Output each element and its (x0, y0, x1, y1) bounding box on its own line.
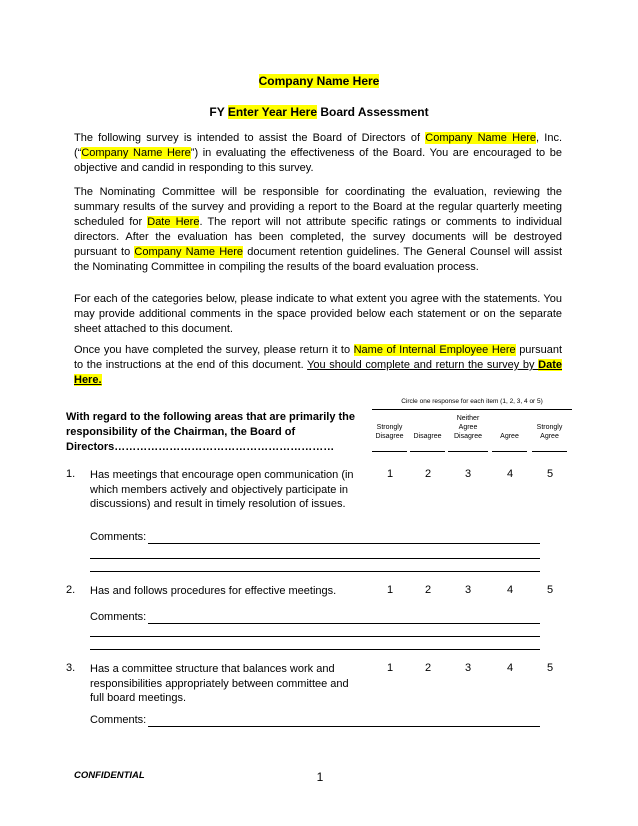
rating-option[interactable]: 2 (424, 468, 432, 480)
comments-label: Comments: (90, 531, 147, 543)
rating-option[interactable]: 3 (464, 468, 472, 480)
comment-line[interactable] (90, 571, 540, 572)
column-strongly-agree: Strongly Agree (536, 424, 563, 440)
intro-paragraph-2: The Nominating Committee will be responsible for coordinating the evaluation, reviewing the summary results of the survey and providing a report to the Board at the regular quarterly meeting scheduled for Date Here. The report will not attribute specific ratings or comments to individual directors. After the evaluation has been completed, the survey documents will be destroyed pursuant to Company Name Here document retention guidelines. The General Counsel will assist the Nominating Committee in compiling the results of the board evaluation process. (74, 186, 563, 273)
question-text: Has meetings that encourage open communication (in which members actively and objectively participate in discussions) and result in timely resolution of issues. (90, 469, 354, 510)
intro-paragraph-1: The following survey is intended to assist the Board of Directors of Company Name Here, Inc. (“Company Name Here”) in evaluating the effectiveness of the Board. You are encouraged to be objective and candid in responding to this survey. (74, 132, 563, 174)
rating-option[interactable]: 1 (386, 662, 394, 674)
column-agree: Agree (500, 433, 519, 440)
question-text: Has a committee structure that balances work and responsibilities appropriately between committee and full board meetings. (90, 663, 349, 704)
comment-line[interactable] (148, 726, 540, 727)
assessment-title: FY Enter Year Here Board Assessment (209, 105, 429, 119)
column-underline (410, 451, 445, 452)
column-underline (448, 451, 488, 452)
question-number: 1. (66, 468, 76, 480)
column-underline (532, 451, 567, 452)
rating-option[interactable]: 2 (424, 662, 432, 674)
rating-option[interactable]: 5 (546, 468, 554, 480)
comment-line[interactable] (90, 636, 540, 637)
document-title (0, 74, 638, 88)
page-number: 1 (316, 770, 324, 784)
column-underline (372, 451, 407, 452)
rating-option[interactable]: 1 (386, 468, 394, 480)
rating-instruction: Circle one response for each item (1, 2, 3, 4 or 5) (401, 398, 543, 405)
column-strongly-disagree: Strongly Disagree (375, 424, 404, 440)
rating-option[interactable]: 5 (546, 584, 554, 596)
question-number: 3. (66, 662, 76, 674)
comment-line[interactable] (90, 558, 540, 559)
rating-option[interactable]: 3 (464, 662, 472, 674)
year-placeholder: Enter Year Here (227, 105, 317, 119)
column-disagree: Disagree (413, 433, 442, 440)
comments-label: Comments: (90, 714, 147, 726)
comment-line[interactable] (148, 543, 540, 544)
rating-option[interactable]: 4 (506, 662, 514, 674)
column-neither: Neither Agree Disagree (453, 415, 482, 440)
employee-name-placeholder: Name of Internal Employee Here (353, 344, 516, 356)
rating-option[interactable]: 5 (546, 662, 554, 674)
rating-option[interactable]: 3 (464, 584, 472, 596)
company-name-placeholder: Company Name Here (134, 246, 244, 258)
rating-option[interactable]: 2 (424, 584, 432, 596)
rating-option[interactable]: 1 (386, 584, 394, 596)
date-placeholder: Date Here (147, 216, 200, 228)
comments-label: Comments: (90, 611, 147, 623)
company-name-placeholder: Company Name Here (425, 132, 536, 144)
rating-option[interactable]: 4 (506, 584, 514, 596)
instruction-underline (372, 409, 572, 410)
column-underline (492, 451, 527, 452)
intro-paragraph-3: For each of the categories below, please indicate to what extent you agree with the statements. You may provide additional comments in the space provided below each statement or on the separate sheet attached to this document. (74, 293, 562, 335)
question-text: Has and follows procedures for effective meetings. (90, 585, 337, 597)
comment-line[interactable] (90, 649, 540, 650)
section-heading: With regard to the following areas that are primarily the responsibility of the Chairman, the Board of Directors…………………………………………………… (66, 411, 356, 453)
company-name-placeholder: Company Name Here (81, 147, 191, 159)
confidential-label: CONFIDENTIAL (74, 770, 145, 781)
company-name-placeholder: Company Name Here (258, 74, 380, 88)
date-placeholder: Date Here. (74, 359, 562, 386)
rating-option[interactable]: 4 (506, 468, 514, 480)
comment-line[interactable] (148, 623, 540, 624)
intro-paragraph-4: Once you have completed the survey, please return it to Name of Internal Employee Here pursuant to the instructions at the end of this document. You should complete and return the survey by Date Here. (74, 344, 563, 386)
question-number: 2. (66, 584, 76, 596)
